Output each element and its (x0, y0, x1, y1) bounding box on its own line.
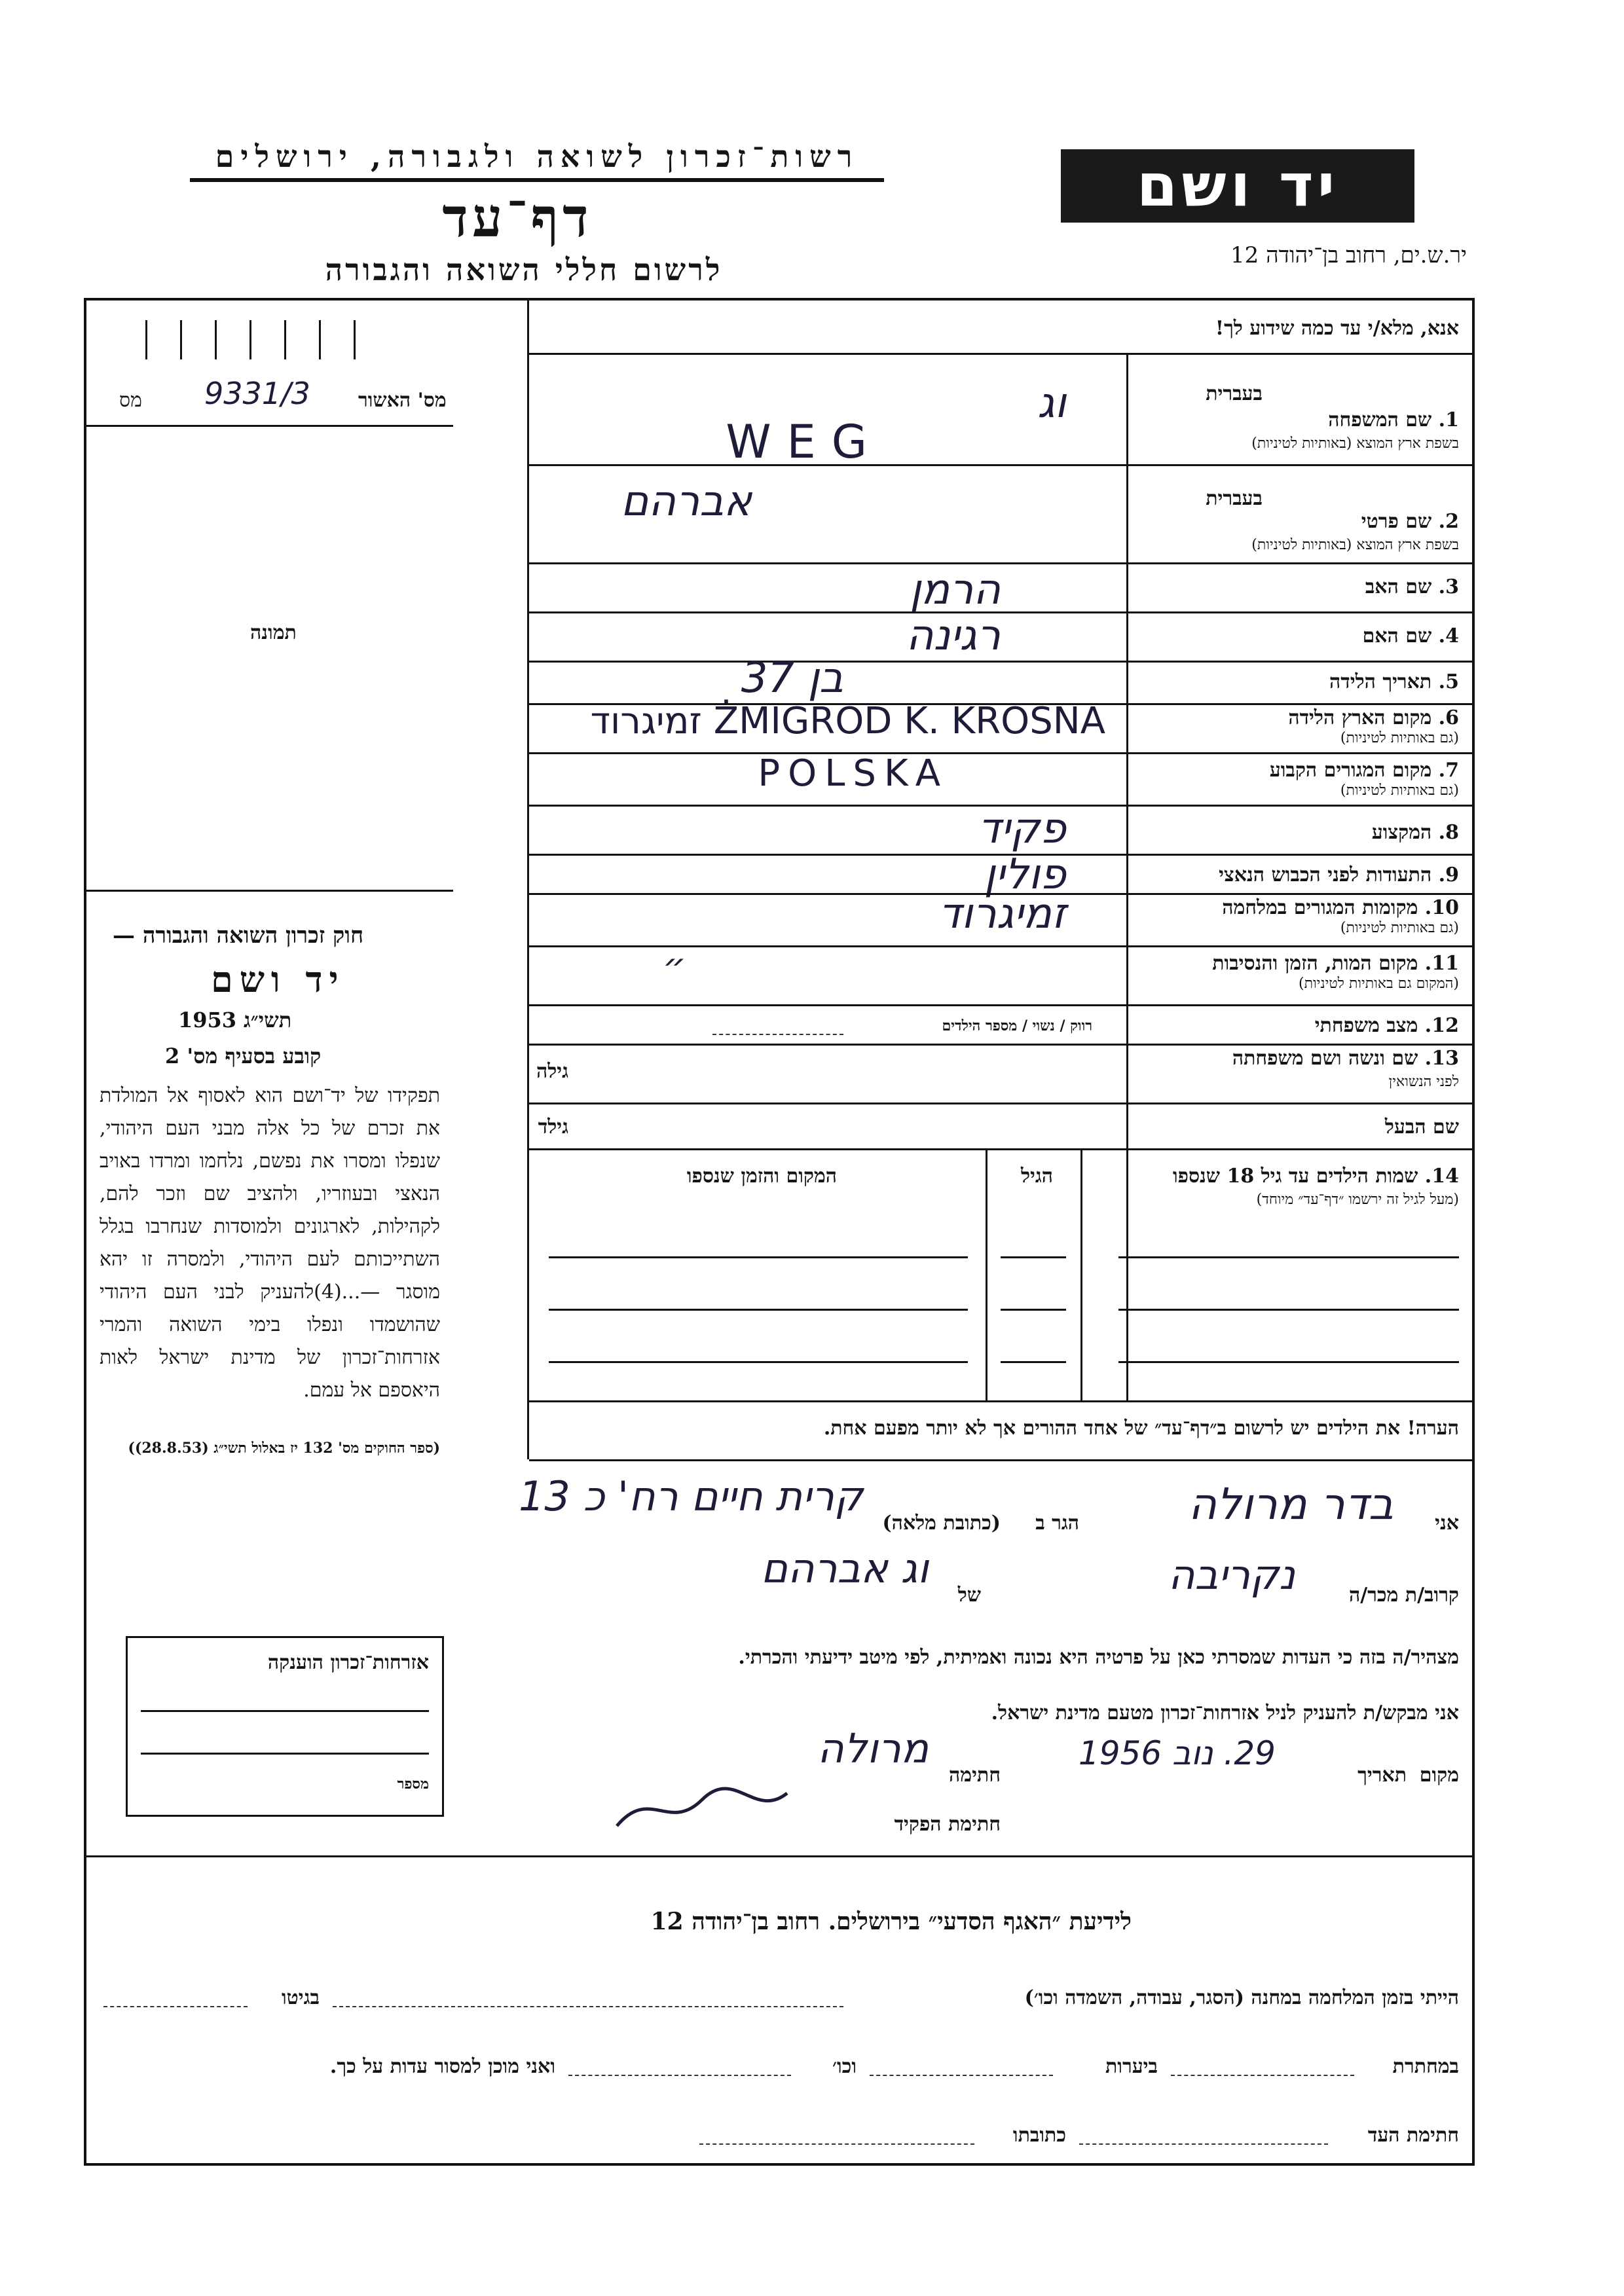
officer-signature-icon (610, 1780, 794, 1839)
request-text: אני מבקש/ת להעניק לניל אזרחות־זכרון מטעם מדינת ישראל. (991, 1702, 1459, 1724)
field-wartime-residence-label: 10. מקומות המגורים במלחמה (1222, 896, 1459, 919)
field-pre-war-label: 9. התעודות לפני הכבוש הנאצי (1219, 864, 1459, 886)
signature-value: מרולה (817, 1724, 929, 1772)
yad-vashem-logo: יד ושם (1061, 149, 1414, 223)
witness-signature-label: חתימת העד (1367, 2124, 1459, 2147)
law-name: יד ושם (211, 958, 345, 1000)
authority-name: רשות־זכרון לשואה ולגבורה, ירושלים (215, 139, 859, 174)
resides-label: הגר ב (1035, 1512, 1079, 1535)
residence-value: POLSKA (758, 752, 948, 795)
relation-label: קרוב/ת מכר/ה (1348, 1584, 1459, 1607)
declarant-name-value: בדר מרולה (1188, 1479, 1393, 1529)
field-mother-label: 4. שם האם (1362, 625, 1459, 647)
wartime-residence-value: זמיגרוד (938, 890, 1066, 938)
signature-label: חתימה (949, 1764, 1001, 1787)
field-death-label: 11. מקום המות, הזמן והנסיבות (1212, 952, 1459, 975)
of-label: של (957, 1584, 981, 1607)
marital-options: רווק / נשוי / מספר הילדים (942, 1017, 1092, 1034)
bottom-ghetto-label: בגיטו (281, 1986, 320, 2009)
field-family-name-label: 1. שם המשפחה (1328, 409, 1459, 431)
field-wartime-residence-sub: (גם באותיות לטיניות) (1340, 920, 1459, 936)
officer-signature-label: חתימת הפקיד (894, 1813, 1001, 1836)
form-title: דף־עד (442, 187, 593, 249)
date-label: תאריך (1357, 1764, 1407, 1787)
witness-address-label: כתובתו (1012, 2124, 1066, 2147)
of-value: וג אברהם (760, 1544, 929, 1592)
mother-name-value: רגינה (906, 611, 1001, 660)
father-name-value: הרמן (910, 566, 1001, 614)
children-note: הערה! את הילדים יש לרשום ב״דף־עד״ של אחד ההורים אך לא יותר מפעם אחת. (823, 1417, 1459, 1440)
field-birthdate-label: 5. תאריך הלידה (1329, 670, 1459, 693)
field-first-name-sub: בשפת ארץ המוצא (באותיות לטיניות) (1251, 537, 1459, 553)
bottom-testimony-label: ואני מוכן למסור עדות על כך. (329, 2055, 555, 2078)
bottom-forests-label: ביערות (1105, 2055, 1158, 2078)
law-title: חוק זכרון השואה והגבורה — (113, 922, 364, 949)
field-spouse-sub: לפני הנשואין (1388, 1074, 1459, 1090)
stamp-title: אזרחות־זכרון הוענקה (267, 1651, 429, 1674)
first-name-hebrew: אברהם (620, 477, 752, 526)
in-hebrew-label-2: בעברית (1206, 487, 1263, 510)
law-year: 1953 (178, 1008, 237, 1032)
family-name-hebrew: וג (1037, 379, 1066, 428)
declaration-text: מצהיר/ה בזה כי העדות שמסרתי כאן על פרטיה היא נכונה ואמיתית, לפי מיטב ידיעתי והכרתי. (738, 1646, 1459, 1669)
field-residence-label: 7. מקום המגורים הקבוע (1269, 759, 1459, 782)
header-rule (190, 178, 884, 182)
death-value: ״ (662, 945, 686, 988)
field-death-sub: (המקום גם באותיות לטיניות) (1299, 975, 1459, 992)
citizenship-stamp-box (126, 1636, 444, 1817)
field-father-label: 3. שם האב (1365, 575, 1459, 598)
approval-suffix: מס (119, 389, 142, 412)
law-year-heb: תשי״ג (244, 1008, 292, 1032)
declarant-name-label: אני (1435, 1512, 1459, 1535)
field-birthplace-label: 6. מקום הארץ הלידה (1288, 706, 1459, 729)
children-col-age: הגיל (1020, 1165, 1053, 1188)
form-subtitle: לרשום חללי השואה והגבורה (325, 252, 723, 287)
birthdate-value: בן 37 (741, 654, 843, 702)
law-reference: (ספר החוקים מס' 132 יז באלול תשי״ג (28.8.53)) (128, 1440, 440, 1457)
address-label: (כתובת מלאה) (882, 1512, 1001, 1535)
tick-marks (113, 320, 356, 362)
place-label: מקום (1419, 1764, 1459, 1787)
field-occupation-label: 8. המקצוע (1371, 821, 1459, 844)
field-children-sub: (מעל לגיל זה ירשמו ״דף־עד״ מיוחד) (1256, 1192, 1459, 1208)
field-residence-sub: (גם באותיות לטיניות) (1340, 782, 1459, 799)
spouse-age-label: גילה (536, 1060, 568, 1083)
relation-value: נקריבה (1168, 1551, 1295, 1599)
field-birthplace-sub: (גם באותיות לטיניות) (1340, 730, 1459, 746)
law-text: תפקידו של יד־ושם הוא לאסוף אל המולדת את זכרם של כל אלה מבני העם היהודי, שנפלו ומסרו את נפשם, נלחמו ומרדו באויב הנאצי ובעוזריו, ולהציב שם וזכר להם, לקהילות, לארגונים ולמוסדות שנחרבו בגלל השתייכותם לעם היהודי, ולמסרה זו יהא מוסגר —...(4)להעניק לבני העם היהודי שהושמדו ונפלו בימי השואה והמרי אזרחות־זכרון של מדינת ישראל לאות היאספם אל עמם. (100, 1084, 441, 1402)
children-col-place: המקום והזמן שנספו (686, 1165, 837, 1188)
intro-instruction: אנא, מלא/י עד כמה שידוע לך! (1215, 317, 1459, 340)
pre-war-value: פולין (984, 850, 1066, 899)
address-value: קרית חיים רח' כ 13 (518, 1472, 863, 1520)
bottom-camp-label: הייתי בזמן המלחמה במחנה (הסגר, עבודה, השמדה וכו׳) (1024, 1986, 1459, 2009)
family-name-latin: WEG (726, 415, 883, 469)
field-spouse-label: 13. שם ונשה ושם משפחתה (1232, 1047, 1459, 1070)
husband-born-label: גילד (538, 1116, 568, 1139)
date-value: 29. נוב 1956 (1078, 1734, 1276, 1772)
header-address: יר.ש.ים, רחוב בן־יהודה 12 (1230, 242, 1467, 268)
approval-no-label: מס' האשור (358, 389, 447, 412)
form-frame (84, 298, 1475, 2166)
law-clause: קובע בסעיף מס' 2 (165, 1044, 322, 1068)
bottom-title: לידיעת ״האגף הסדעי״ בירושלים. רחוב בן־יהודה 12 (650, 1908, 1132, 1935)
bottom-etc-label: וכו׳ (832, 2055, 857, 2078)
field-children-label: 14. שמות הילדים עד גיל 18 שנספו (1172, 1165, 1459, 1188)
bottom-underground-label: במחתרת (1392, 2055, 1459, 2078)
approval-no-value: 9331/3 (204, 376, 310, 411)
birthplace-value: ŻMIGROD K. KROSNA זמיגרוד (590, 700, 1105, 742)
in-hebrew-label: בעברית (1206, 382, 1263, 405)
stamp-number-label: מספר (397, 1776, 429, 1793)
field-first-name-label: 2. שם פרטי (1361, 510, 1459, 533)
field-marital-label: 12. מצב משפחתי (1314, 1014, 1459, 1037)
husband-name-label: שם הבעל (1384, 1116, 1459, 1139)
field-family-name-sub: בשפת ארץ המוצא (באותיות לטיניות) (1251, 435, 1459, 452)
photo-label: תמונה (250, 621, 297, 644)
occupation-value: פקיד (978, 805, 1066, 853)
